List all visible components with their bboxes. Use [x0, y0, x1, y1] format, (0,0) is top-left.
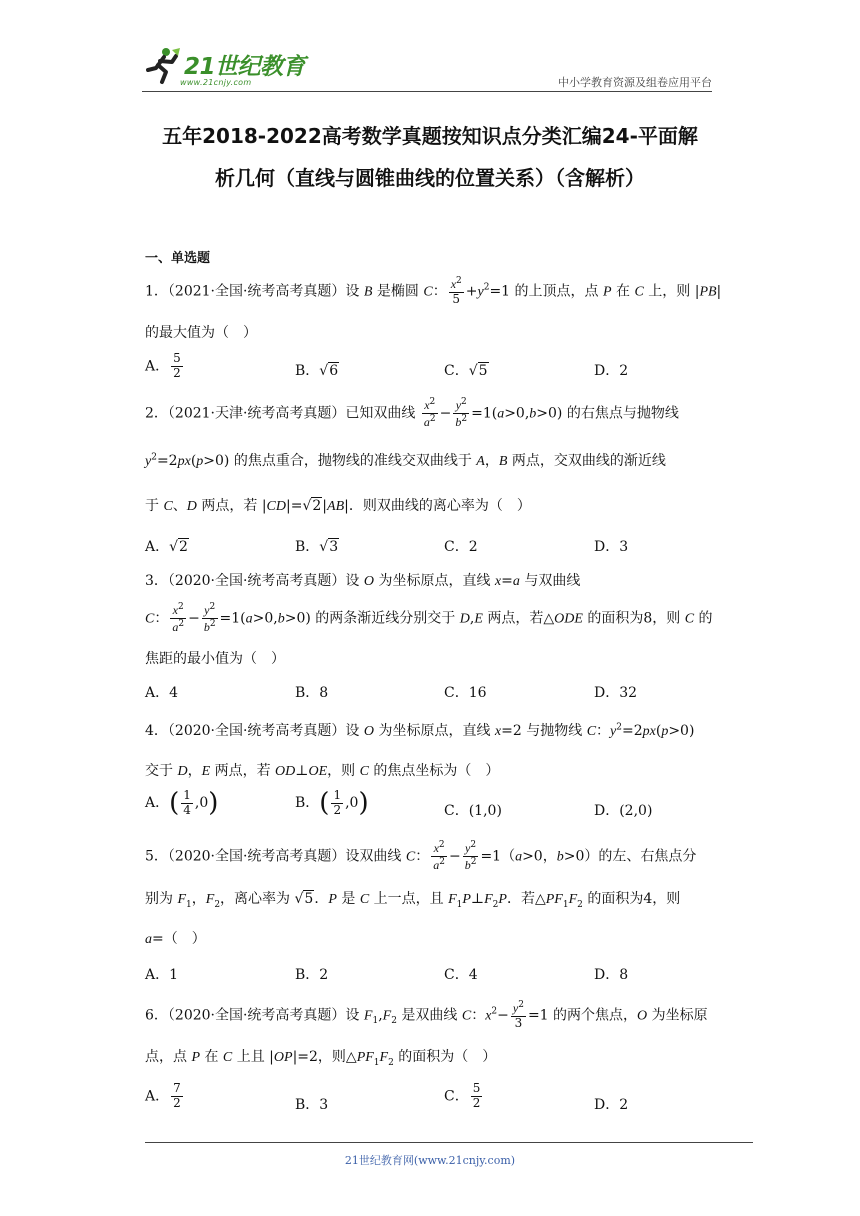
- platform-tagline: 中小学教育资源及组卷应用平台: [558, 76, 712, 89]
- option-c[interactable]: C．(1,0): [444, 803, 502, 819]
- option-c[interactable]: C．16: [444, 685, 487, 701]
- option-a[interactable]: A．( $\frac{1}{4}$ ,0): [145, 787, 219, 818]
- option-c[interactable]: C．2: [444, 539, 478, 555]
- option-c[interactable]: C．√5: [444, 363, 488, 379]
- option-d[interactable]: D．3: [594, 539, 629, 555]
- logo-url: www.21cnjy.com: [180, 78, 252, 87]
- option-d[interactable]: D．(2,0): [594, 803, 653, 819]
- option-b[interactable]: B．( $\frac{1}{2}$ ,0): [295, 787, 369, 818]
- option-d[interactable]: D．2: [594, 363, 629, 379]
- option-a[interactable]: A．1: [145, 967, 179, 983]
- question-text: 6．（2020·全国·统考高考真题）设 $F_1,F_2$ 是双曲线 C：$x^2-$ $\frac{y^2}{3}$ =1 的两个焦点，O 为坐标原: [145, 1000, 708, 1030]
- option-b[interactable]: B．2: [295, 967, 329, 983]
- question-text: 1．（2021·全国·统考高考真题）设 B 是椭圆 C： $\frac{x^2}{5}$ $+y^2=1$ 的上顶点，点 P 在 C 上，则 |PB|: [145, 276, 722, 306]
- option-a[interactable]: A． $\frac{7}{2}$: [145, 1081, 181, 1110]
- option-b[interactable]: B．√3: [295, 539, 339, 555]
- document-title-line-1: 五年2018-2022高考数学真题按知识点分类汇编24-平面解: [162, 124, 698, 148]
- logo-text: 21世纪教育: [184, 54, 306, 80]
- logo: [142, 44, 322, 90]
- option-a[interactable]: A．√2: [145, 539, 188, 555]
- option-b[interactable]: B．√6: [295, 363, 339, 379]
- option-c[interactable]: C． $\frac{5}{2}$: [444, 1081, 481, 1110]
- section-heading: 一、单选题: [145, 251, 211, 266]
- option-a[interactable]: A． $\frac{5}{2}$: [145, 351, 181, 380]
- page-footer[interactable]: 21世纪教育网(www.21cnjy.com): [344, 1154, 516, 1167]
- question-text: 2．（2021·天津·统考高考真题）已知双曲线 $\frac{x^2}{a^2}$ − $\frac{y^2}{b^2}$ =1(a>0,b>0) 的右焦点与抛物线: [145, 397, 679, 429]
- option-d[interactable]: D．32: [594, 685, 638, 701]
- footer-divider: [145, 1142, 753, 1143]
- option-c[interactable]: C．4: [444, 967, 478, 983]
- option-d[interactable]: D．2: [594, 1097, 629, 1113]
- option-b[interactable]: B．3: [295, 1097, 329, 1113]
- option-d[interactable]: D．8: [594, 967, 629, 983]
- question-text: 3．（2020·全国·统考高考真题）设 O 为坐标原点，直线 x=a 与双曲线: [145, 573, 581, 589]
- page-header: [142, 44, 712, 92]
- option-b[interactable]: B．8: [295, 685, 329, 701]
- question-text: 4．（2020·全国·统考高考真题）设 O 为坐标原点，直线 x=2 与抛物线 C：$y^2=2px(p>0)$: [145, 722, 695, 739]
- question-text: 5．（2020·全国·统考高考真题）设双曲线 C： $\frac{x^2}{a^2}$ − $\frac{y^2}{b^2}$ =1（a>0，b>0）的左、右焦点分: [145, 840, 697, 872]
- runner-logo-icon: [142, 46, 182, 86]
- option-a[interactable]: A．4: [145, 685, 179, 701]
- header-divider: [142, 91, 712, 92]
- document-title-line-2: 析几何（直线与圆锥曲线的位置关系）（含解析）: [215, 166, 645, 190]
